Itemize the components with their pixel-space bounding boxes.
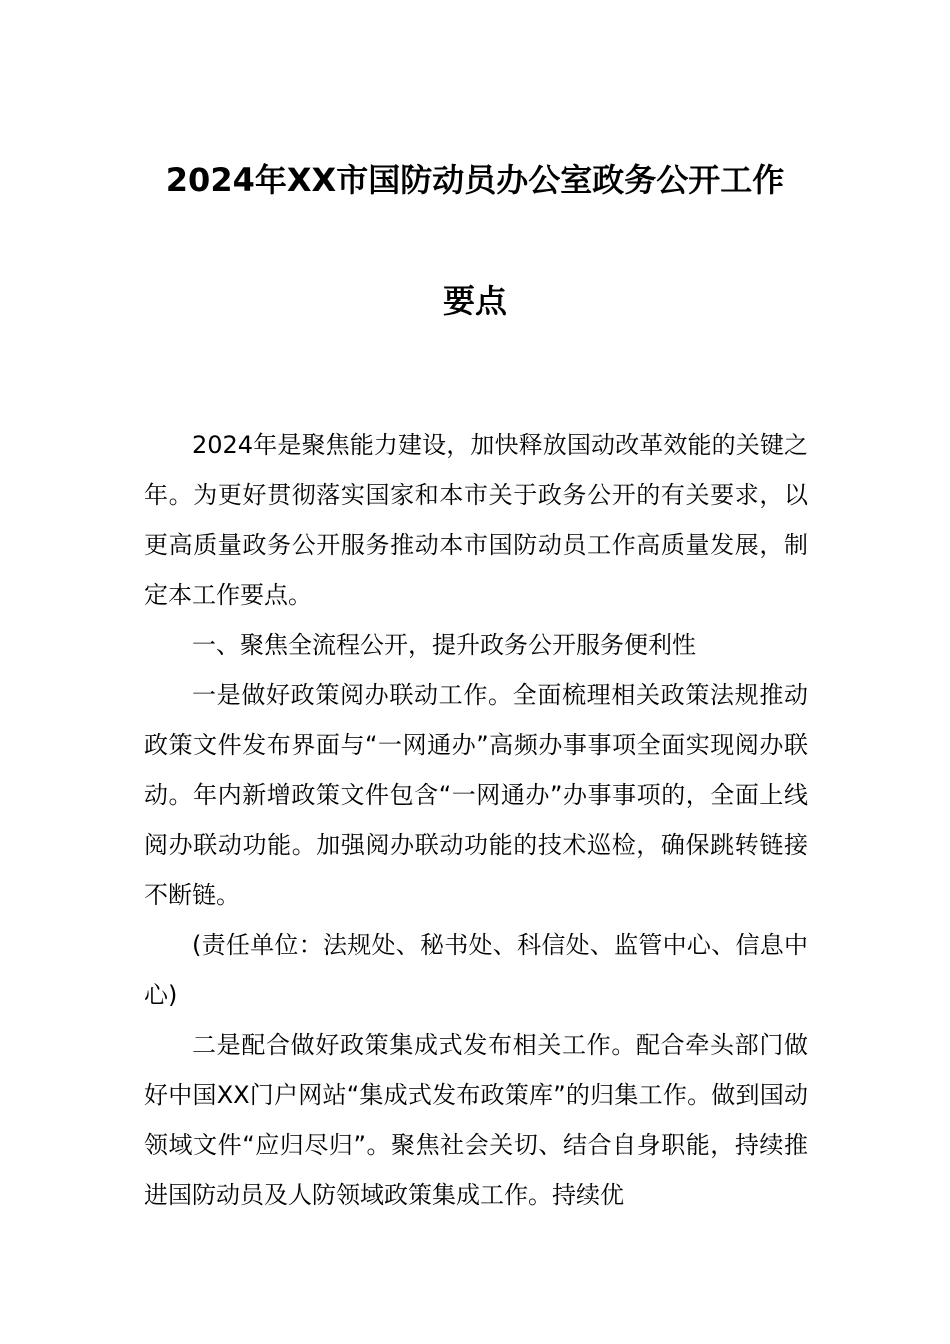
section-heading-1: 一、聚焦全流程公开，提升政务公开服务便利性 bbox=[192, 631, 696, 659]
document-title-line1: 2024年XX市国防动员办公室政务公开工作 bbox=[165, 161, 785, 199]
paragraph-item-1: 一是做好政策阅办联动工作。全面梳理相关政策法规推动政策文件发布界面与“一网通办”高频办事事项全面实现阅办联动。年内新增政策文件包含“一网通办”办事事项的，全面上线阅办联动功能。加强阅办联动功能的技术巡检，确保跳转链接不断链。 bbox=[144, 681, 808, 909]
paragraph-item-2: 二是配合做好政策集成式发布相关工作。配合牵头部门做好中国XX门户网站“集成式发布政策库”的归集工作。做到国动领域文件“应归尽归”。聚焦社会关切、结合自身职能，持续推进国防动员及人防领域政策集成工作。持续优 bbox=[144, 1031, 808, 1209]
paragraph-intro: 2024年是聚焦能力建设，加快释放国动改革效能的关键之年。为更好贯彻落实国家和本市关于政务公开的有关要求，以更高质量政务公开服务推动本市国防动员工作高质量发展，制定本工作要点。 bbox=[144, 431, 808, 609]
paragraph-responsibility-1: (责任单位：法规处、秘书处、科信处、监管中心、信息中心) bbox=[144, 931, 808, 1009]
document-body bbox=[144, 420, 808, 1220]
document-title-line2: 要点 bbox=[442, 282, 507, 320]
